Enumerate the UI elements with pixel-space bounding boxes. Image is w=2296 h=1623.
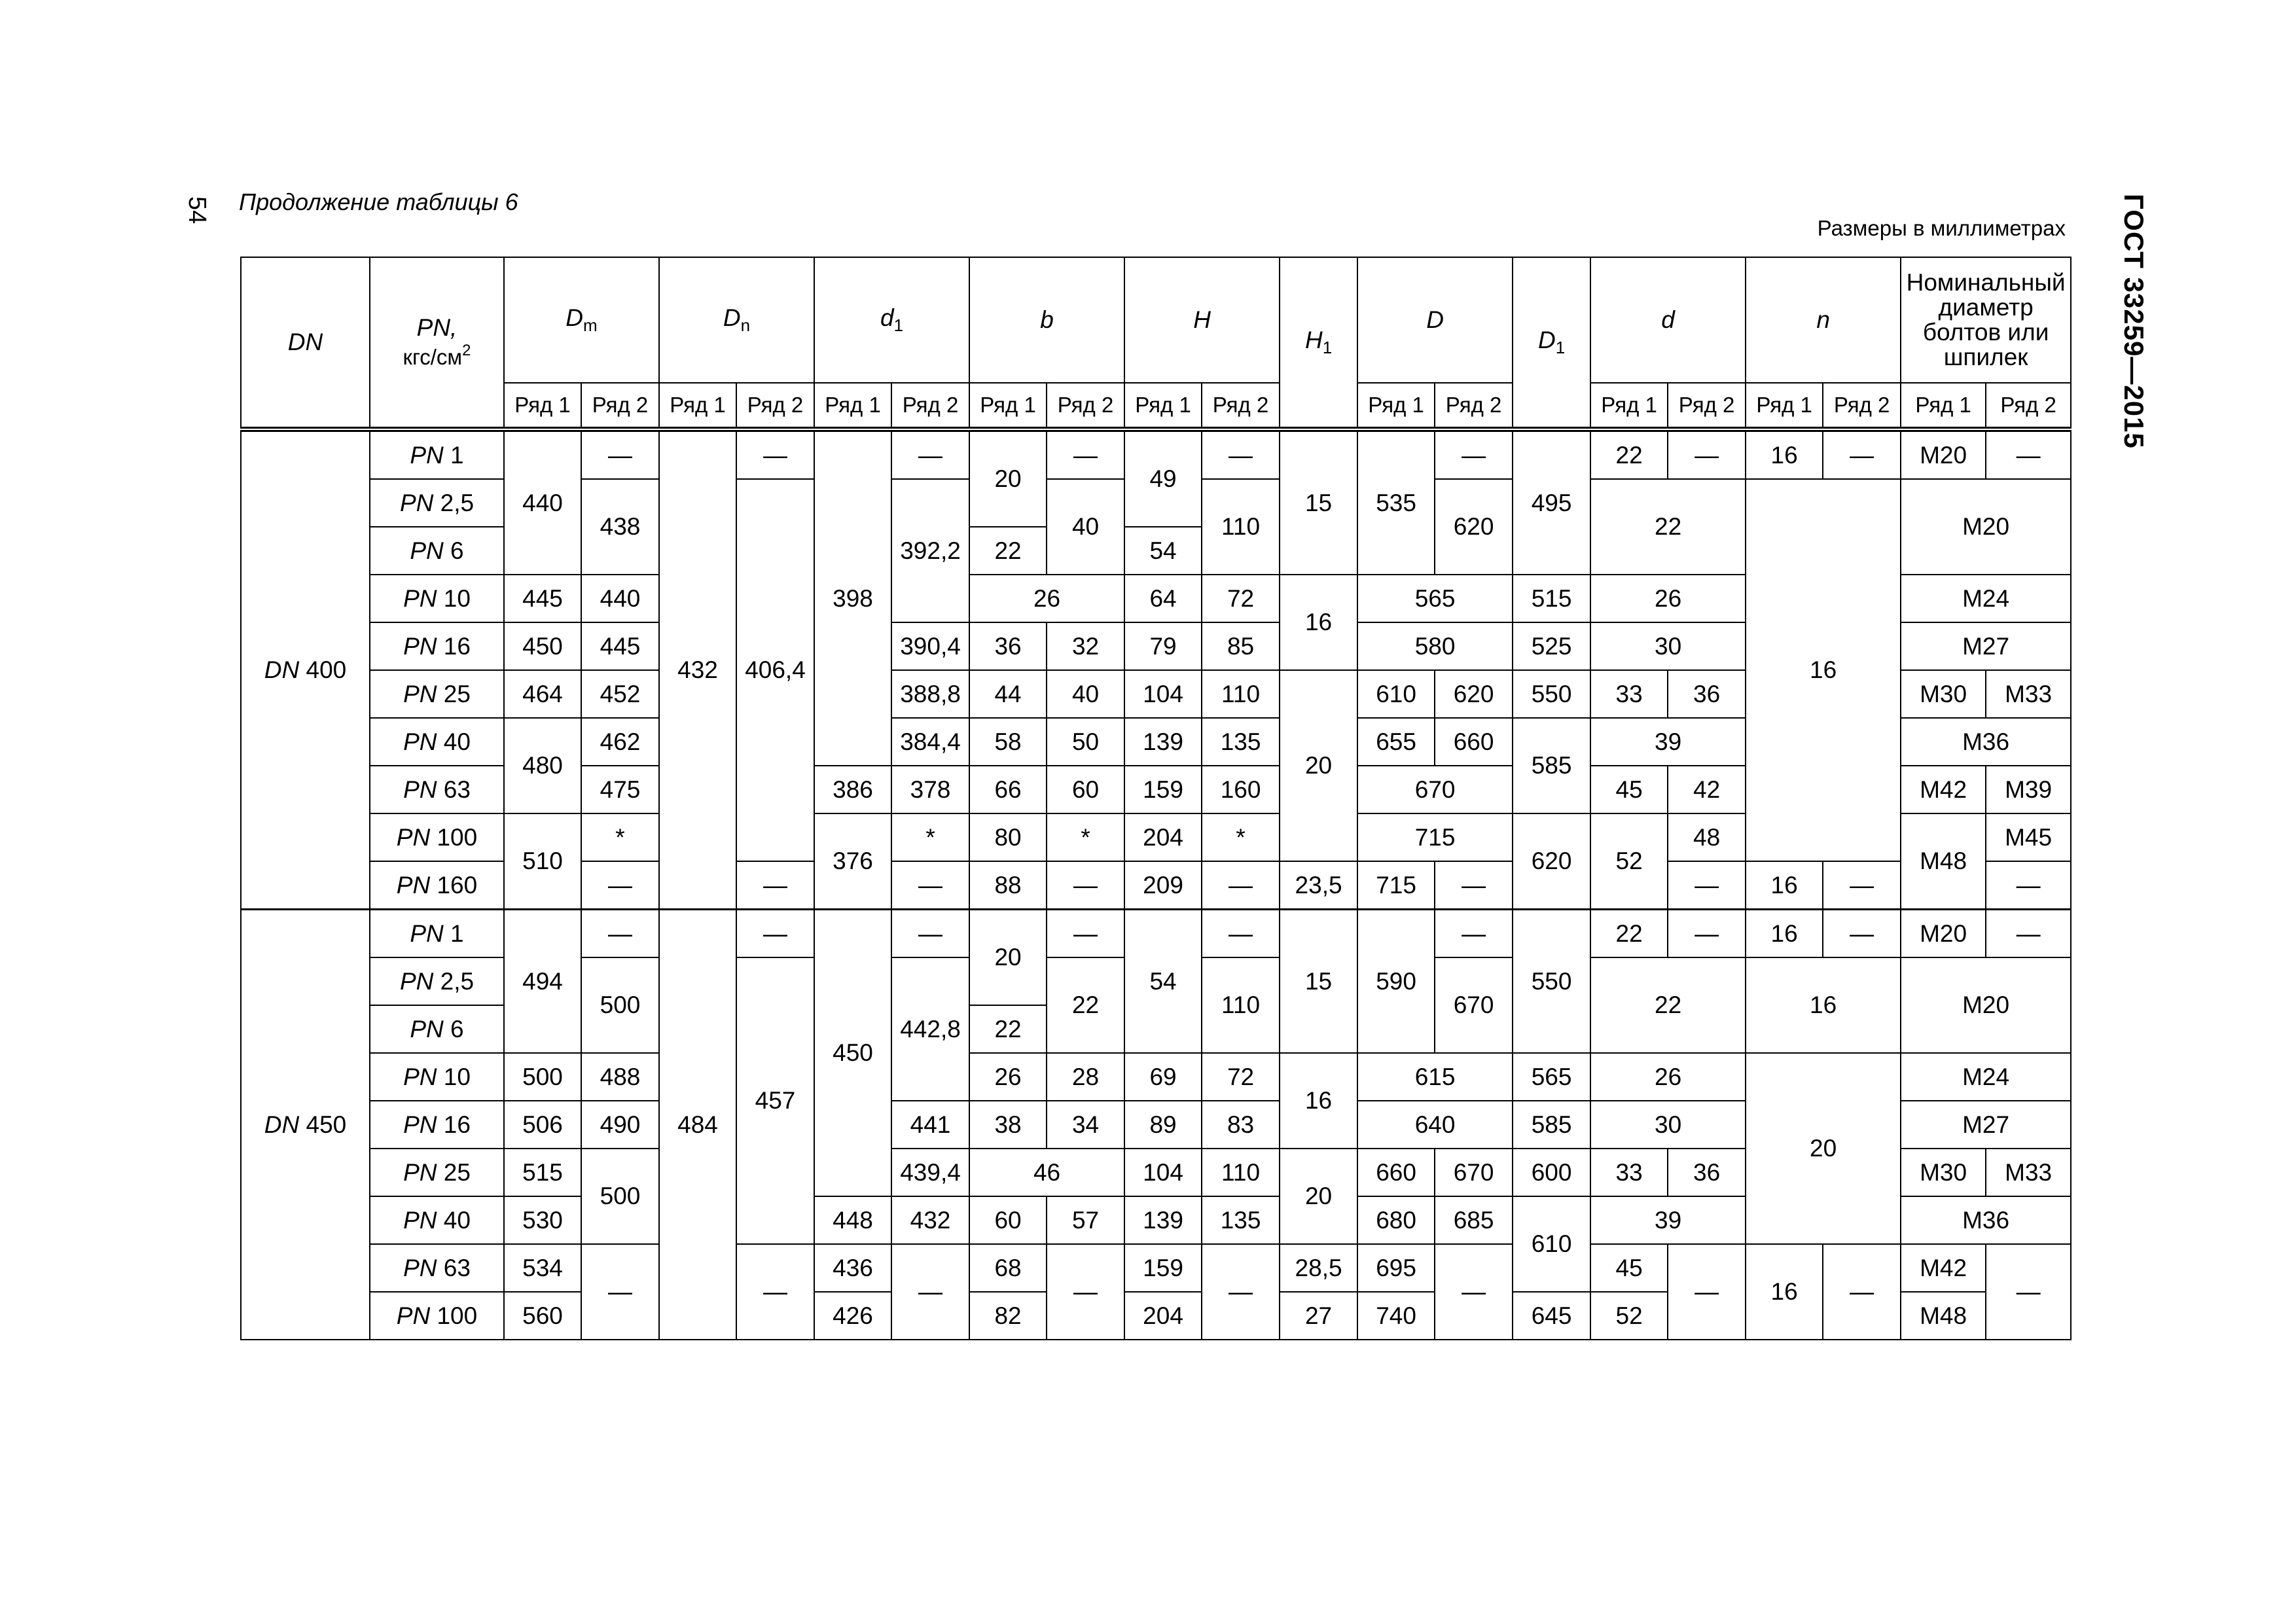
cell: 36 [1668, 1149, 1746, 1196]
cell: 22 [1590, 957, 1746, 1053]
header-bolt-diameter: Номинальный диаметр болтов или шпилек [1901, 257, 2071, 383]
cell: 680 [1357, 1196, 1435, 1244]
cell: 89 [1124, 1101, 1202, 1149]
cell: — [1435, 1244, 1513, 1340]
cell: М30 [1901, 670, 1986, 718]
cell: * [1202, 813, 1280, 861]
cell: 39 [1590, 718, 1746, 766]
cell: М36 [1901, 1196, 2071, 1244]
cell: — [736, 429, 814, 479]
cell: 475 [581, 766, 659, 813]
cell: 60 [1047, 766, 1124, 813]
cell: — [1435, 429, 1513, 479]
pn-cell: PN 40 [370, 1196, 504, 1244]
cell: 490 [581, 1101, 659, 1149]
cell: 610 [1513, 1196, 1590, 1292]
cell: — [891, 910, 969, 958]
cell: 565 [1357, 575, 1513, 622]
cell: 670 [1435, 1149, 1513, 1196]
cell: 64 [1124, 575, 1202, 622]
header-d: d [1590, 257, 1746, 383]
row1-label: Ряд 1 [1124, 383, 1202, 429]
cell: М48 [1901, 1292, 1986, 1340]
header-dn-inner: $D_n$ [659, 257, 814, 383]
cell: 57 [1047, 1196, 1124, 1244]
cell: — [891, 861, 969, 910]
cell: 585 [1513, 1101, 1590, 1149]
cell: М30 [1901, 1149, 1986, 1196]
header-n: n [1746, 257, 1901, 383]
cell: 660 [1435, 718, 1513, 766]
cell: 462 [581, 718, 659, 766]
cell: 565 [1513, 1053, 1590, 1101]
cell: 16 [1746, 861, 1823, 910]
pn-cell: PN 100 [370, 813, 504, 861]
cell: 439,4 [891, 1149, 969, 1196]
cell: — [1823, 861, 1901, 910]
cell: 440 [504, 429, 581, 575]
cell: 79 [1124, 622, 1202, 670]
header-D1: $D_1$ [1513, 257, 1590, 429]
cell: 204 [1124, 1292, 1202, 1340]
pn-cell: PN 25 [370, 670, 504, 718]
row1-label: Ряд 1 [1357, 383, 1435, 429]
cell: 22 [1590, 910, 1668, 958]
cell: 30 [1590, 1101, 1746, 1149]
cell: — [891, 1244, 969, 1340]
cell: — [581, 910, 659, 958]
cell: М33 [1986, 670, 2071, 718]
cell: 160 [1202, 766, 1280, 813]
cell: 46 [969, 1149, 1124, 1196]
cell: М45 [1986, 813, 2071, 861]
cell: — [1047, 429, 1124, 479]
flange-dimensions-table [240, 257, 2072, 1340]
cell: 54 [1124, 527, 1202, 575]
cell: — [581, 861, 659, 910]
cell: 386 [814, 766, 891, 813]
cell: 104 [1124, 1149, 1202, 1196]
pn-cell: PN 2,5 [370, 479, 504, 527]
cell: — [1202, 910, 1280, 958]
cell: 495 [1513, 429, 1590, 575]
cell: 590 [1357, 910, 1435, 1054]
cell: 22 [1590, 429, 1668, 479]
cell: 42 [1668, 766, 1746, 813]
cell: 209 [1124, 861, 1202, 910]
cell: 670 [1357, 766, 1513, 813]
cell: 110 [1202, 1149, 1280, 1196]
header-pn: PN, кгс/$см^2$ [370, 257, 504, 429]
cell: 388,8 [891, 670, 969, 718]
row1-label: Ряд 1 [504, 383, 581, 429]
cell: М24 [1901, 575, 2071, 622]
cell: М20 [1901, 957, 2071, 1053]
cell: 406,4 [736, 479, 814, 861]
cell: 23,5 [1280, 861, 1357, 910]
cell: 110 [1202, 670, 1280, 718]
cell: 58 [969, 718, 1047, 766]
cell: 27 [1280, 1292, 1357, 1340]
cell: 440 [581, 575, 659, 622]
cell: 66 [969, 766, 1047, 813]
cell: 16 [1746, 429, 1823, 479]
row2-label: Ряд 2 [1986, 383, 2071, 429]
cell: — [1668, 910, 1746, 958]
cell: 448 [814, 1196, 891, 1244]
cell: 441 [891, 1101, 969, 1149]
cell: 16 [1280, 1053, 1357, 1149]
cell: — [736, 910, 814, 958]
units-note: Размеры в миллиметрах [1817, 216, 2066, 240]
cell: 620 [1513, 813, 1590, 910]
cell: 432 [659, 429, 736, 910]
cell: 445 [581, 622, 659, 670]
cell: 16 [1746, 957, 1901, 1053]
cell: 580 [1357, 622, 1513, 670]
row1-label: Ряд 1 [1901, 383, 1986, 429]
pn-cell: PN 160 [370, 861, 504, 910]
cell: — [1435, 910, 1513, 958]
cell: М24 [1901, 1053, 2071, 1101]
cell: 560 [504, 1292, 581, 1340]
pn-cell: PN 2,5 [370, 957, 504, 1005]
row1-label: Ряд 1 [1590, 383, 1668, 429]
cell: 159 [1124, 766, 1202, 813]
cell: 26 [1590, 575, 1746, 622]
cell: 39 [1590, 1196, 1746, 1244]
table-row [241, 429, 2071, 479]
cell: 550 [1513, 670, 1590, 718]
pn-cell: PN 63 [370, 1244, 504, 1292]
cell: 26 [969, 1053, 1047, 1101]
cell: 16 [1746, 1244, 1823, 1340]
cell: 135 [1202, 1196, 1280, 1244]
cell: 52 [1590, 1292, 1668, 1340]
cell: 139 [1124, 718, 1202, 766]
cell: 69 [1124, 1053, 1202, 1101]
cell: 16 [1746, 479, 1901, 861]
cell: 45 [1590, 1244, 1668, 1292]
row2-label: Ряд 2 [1202, 383, 1280, 429]
cell: — [1823, 910, 1901, 958]
row2-label: Ряд 2 [736, 383, 814, 429]
cell: 515 [504, 1149, 581, 1196]
cell: 22 [1590, 479, 1746, 575]
cell: — [1202, 429, 1280, 479]
cell: 390,4 [891, 622, 969, 670]
pn-cell: PN 1 [370, 429, 504, 479]
cell: 54 [1124, 910, 1202, 1054]
pn-cell: PN 1 [370, 910, 504, 958]
cell: 488 [581, 1053, 659, 1101]
header-d1: $d_1$ [814, 257, 969, 383]
cell: 715 [1357, 813, 1513, 861]
cell: 28 [1047, 1053, 1124, 1101]
cell: 645 [1513, 1292, 1590, 1340]
cell: 50 [1047, 718, 1124, 766]
cell: 695 [1357, 1244, 1435, 1292]
pn-cell: PN 63 [370, 766, 504, 813]
cell: 740 [1357, 1292, 1435, 1340]
cell: 110 [1202, 957, 1280, 1053]
row2-label: Ряд 2 [1047, 383, 1124, 429]
cell: 480 [504, 718, 581, 813]
cell: — [736, 1244, 814, 1340]
cell: 52 [1590, 813, 1668, 910]
pn-cell: PN 10 [370, 1053, 504, 1101]
cell: 26 [969, 575, 1124, 622]
header-b: b [969, 257, 1124, 383]
table-row [241, 910, 2071, 958]
cell: — [1986, 1244, 2071, 1340]
cell: 494 [504, 910, 581, 1054]
cell: — [1047, 910, 1124, 958]
row2-label: Ряд 2 [581, 383, 659, 429]
header-dm: $D_m$ [504, 257, 659, 383]
pn-cell: PN 25 [370, 1149, 504, 1196]
cell: 80 [969, 813, 1047, 861]
cell: 715 [1357, 861, 1435, 910]
row2-label: Ряд 2 [891, 383, 969, 429]
cell: 38 [969, 1101, 1047, 1149]
cell: — [1986, 910, 2071, 958]
cell: * [1047, 813, 1124, 861]
cell: * [891, 813, 969, 861]
page-number: 54 [183, 196, 211, 224]
cell: 550 [1513, 910, 1590, 1054]
cell: 83 [1202, 1101, 1280, 1149]
cell: 15 [1280, 910, 1357, 1054]
cell: — [1202, 861, 1280, 910]
cell: 610 [1357, 670, 1435, 718]
dn-cell: DN 450 [241, 910, 370, 1340]
cell: 16 [1746, 910, 1823, 958]
cell: М42 [1901, 766, 1986, 813]
cell: 34 [1047, 1101, 1124, 1149]
cell: — [891, 429, 969, 479]
cell: 16 [1280, 575, 1357, 670]
cell: 685 [1435, 1196, 1513, 1244]
cell: 204 [1124, 813, 1202, 861]
cell: 615 [1357, 1053, 1513, 1101]
cell: 20 [1280, 1149, 1357, 1244]
cell: 445 [504, 575, 581, 622]
cell: 26 [1590, 1053, 1746, 1101]
cell: 500 [581, 1149, 659, 1244]
cell: 15 [1280, 429, 1357, 575]
cell: 104 [1124, 670, 1202, 718]
cell: 457 [736, 957, 814, 1244]
cell: М36 [1901, 718, 2071, 766]
cell: 20 [969, 910, 1047, 1006]
header-H: H [1124, 257, 1280, 383]
cell: 464 [504, 670, 581, 718]
pn-cell: PN 16 [370, 1101, 504, 1149]
cell: 60 [969, 1196, 1047, 1244]
cell: 72 [1202, 575, 1280, 622]
cell: 45 [1590, 766, 1668, 813]
cell: М20 [1901, 479, 2071, 575]
cell: 20 [1746, 1053, 1901, 1244]
document-id: ГОСТ 33259—2015 [2119, 194, 2149, 449]
pn-cell: PN 100 [370, 1292, 504, 1340]
cell: — [1202, 1244, 1280, 1340]
cell: 159 [1124, 1244, 1202, 1292]
header-D: D [1357, 257, 1513, 383]
cell: 110 [1202, 479, 1280, 575]
cell: 22 [969, 1005, 1047, 1053]
cell: 28,5 [1280, 1244, 1357, 1292]
cell: М42 [1901, 1244, 1986, 1292]
cell: 506 [504, 1101, 581, 1149]
pn-cell: PN 6 [370, 1005, 504, 1053]
dn-cell: DN 400 [241, 429, 370, 910]
cell: 432 [891, 1196, 969, 1244]
cell: 392,2 [891, 479, 969, 622]
cell: — [1668, 429, 1746, 479]
cell: 655 [1357, 718, 1435, 766]
cell: — [581, 1244, 659, 1340]
cell: — [736, 861, 814, 910]
dn450-group [241, 910, 2071, 1340]
table-row [241, 1053, 2071, 1101]
cell: 378 [891, 766, 969, 813]
pn-cell: PN 10 [370, 575, 504, 622]
cell: 525 [1513, 622, 1590, 670]
cell: 670 [1435, 957, 1513, 1053]
cell: — [1986, 429, 2071, 479]
row2-label: Ряд 2 [1823, 383, 1901, 429]
cell: — [1823, 1244, 1901, 1340]
cell: 139 [1124, 1196, 1202, 1244]
cell: 40 [1047, 479, 1124, 575]
row2-label: Ряд 2 [1435, 383, 1513, 429]
cell: 450 [504, 622, 581, 670]
cell: — [1823, 429, 1901, 479]
cell: М27 [1901, 622, 2071, 670]
pn-cell: PN 16 [370, 622, 504, 670]
cell: М27 [1901, 1101, 2071, 1149]
cell: 68 [969, 1244, 1047, 1292]
header-H1: $H_1$ [1280, 257, 1357, 429]
cell: 30 [1590, 622, 1746, 670]
cell: — [1668, 861, 1746, 910]
cell: 135 [1202, 718, 1280, 766]
cell: 20 [969, 429, 1047, 527]
cell: 530 [504, 1196, 581, 1244]
cell: 384,4 [891, 718, 969, 766]
cell: 600 [1513, 1149, 1590, 1196]
row1-label: Ряд 1 [969, 383, 1047, 429]
cell: 484 [659, 910, 736, 1340]
row1-label: Ряд 1 [1746, 383, 1823, 429]
cell: * [581, 813, 659, 861]
cell: 510 [504, 813, 581, 910]
cell: 32 [1047, 622, 1124, 670]
dn400-group [241, 429, 2071, 910]
cell: 22 [969, 527, 1047, 575]
cell: 535 [1357, 429, 1435, 575]
cell: 500 [504, 1053, 581, 1101]
cell: 620 [1435, 670, 1513, 718]
row2-label: Ряд 2 [1668, 383, 1746, 429]
cell: 436 [814, 1244, 891, 1292]
cell: М39 [1986, 766, 2071, 813]
cell: 442,8 [891, 957, 969, 1101]
cell: — [1047, 861, 1124, 910]
cell: 660 [1357, 1149, 1435, 1196]
cell: 585 [1513, 718, 1590, 813]
cell: 515 [1513, 575, 1590, 622]
cell: 20 [1280, 670, 1357, 861]
cell: М20 [1901, 910, 1986, 958]
cell: — [1435, 861, 1513, 910]
cell: 49 [1124, 429, 1202, 527]
cell: 640 [1357, 1101, 1513, 1149]
cell: 376 [814, 813, 891, 910]
cell: 452 [581, 670, 659, 718]
cell: 72 [1202, 1053, 1280, 1101]
cell: 22 [1047, 957, 1124, 1053]
cell: 398 [814, 429, 891, 766]
cell: М33 [1986, 1149, 2071, 1196]
cell: 82 [969, 1292, 1047, 1340]
header-dn: DN [241, 257, 370, 429]
cell: 85 [1202, 622, 1280, 670]
cell: 33 [1590, 1149, 1668, 1196]
cell: 620 [1435, 479, 1513, 575]
row1-label: Ряд 1 [659, 383, 736, 429]
cell: — [1047, 1244, 1124, 1340]
cell: 500 [581, 957, 659, 1053]
table-caption: Продолжение таблицы 6 [239, 188, 518, 215]
cell: М20 [1901, 429, 1986, 479]
cell: 40 [1047, 670, 1124, 718]
cell: 36 [1668, 670, 1746, 718]
cell: 48 [1668, 813, 1746, 861]
cell: — [1986, 861, 2071, 910]
cell: — [1668, 1244, 1746, 1340]
pn-cell: PN 6 [370, 527, 504, 575]
cell: 438 [581, 479, 659, 575]
cell: 88 [969, 861, 1047, 910]
cell: М48 [1901, 813, 1986, 910]
cell: — [581, 429, 659, 479]
table-row [241, 1244, 2071, 1292]
cell: 426 [814, 1292, 891, 1340]
cell: 450 [814, 910, 891, 1197]
cell: 36 [969, 622, 1047, 670]
cell: 33 [1590, 670, 1668, 718]
row1-label: Ряд 1 [814, 383, 891, 429]
cell: 534 [504, 1244, 581, 1292]
pn-cell: PN 40 [370, 718, 504, 766]
cell: 44 [969, 670, 1047, 718]
